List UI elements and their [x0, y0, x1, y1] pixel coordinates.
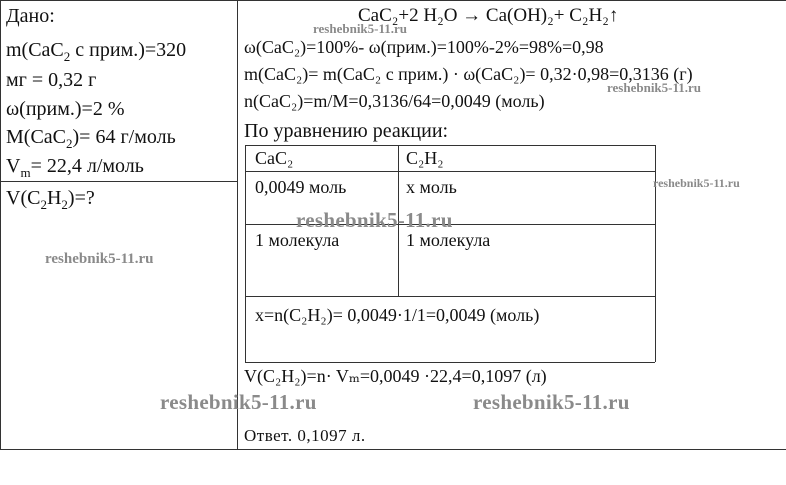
table-left: [245, 145, 246, 362]
mass-calculation: m(CaC₂)= m(CaC₂ с прим.) · ω(CaC₂)= 0,32·0,98=0,3136 (г): [244, 64, 693, 84]
watermark: reshebnik5-11.ru: [607, 80, 702, 95]
given-mass-with-impurity: m(CaC$_2$ с прим.)=320: [6, 39, 187, 64]
answer: Ответ. 0,1097 л.: [244, 426, 366, 445]
frame-bottom: [0, 449, 786, 450]
watermark: reshebnik5-11.ru: [313, 21, 408, 36]
reaction-equation: CaC₂+2 H₂O → Ca(OH)₂+ C₂H₂↑: [358, 5, 619, 26]
table-bottom: [245, 362, 655, 363]
omega-calculation: ω(CaC₂)=100%- ω(прим.)=100%-2%=98%=0,98: [244, 37, 604, 57]
table-cell-c2h2-molecules: 1 молекула: [406, 230, 491, 250]
table-top: [245, 145, 655, 146]
given-mass-value: мг = 0,32 г: [6, 69, 97, 91]
frame-top: [0, 0, 786, 1]
given-impurity-fraction: ω(прим.)=2 %: [6, 98, 125, 120]
table-cell-cac2-molecules: 1 молекула: [255, 230, 340, 250]
table-cell-c2h2-moles: x моль: [406, 177, 457, 197]
table-cell-cac2-moles: 0,0049 моль: [255, 177, 347, 197]
moles-calculation: n(CaC₂)=m/M=0,3136/64=0,0049 (моль): [244, 91, 545, 111]
watermark: reshebnik5-11.ru: [296, 208, 453, 232]
watermark: reshebnik5-11.ru: [160, 390, 317, 414]
table-header-divider: [245, 171, 655, 172]
table-x-divider: [245, 296, 655, 297]
by-equation-label: По уравнению реакции:: [244, 120, 449, 142]
watermark: reshebnik5-11.ru: [473, 390, 630, 414]
watermark: reshebnik5-11.ru: [45, 251, 154, 267]
table-header-cac2: CaC₂: [255, 148, 294, 168]
x-calculation: x=n(C₂H₂)= 0,0049·1/1=0,0049 (моль): [255, 305, 540, 325]
volume-calculation: V(C₂H₂)=n· Vₘ=0,0049 ·22,4=0,1097 (л): [244, 366, 547, 386]
frame-left: [0, 0, 1, 450]
table-header-c2h2: C₂H₂: [406, 148, 444, 168]
given-molar-volume: $V_m= 22,4$ л/моль: [6, 155, 144, 180]
column-divider: [237, 0, 238, 450]
find-volume: $V(C_2H_2)=$?: [6, 187, 95, 212]
watermark: reshebnik5-11.ru: [653, 176, 740, 190]
given-molar-mass: M(CaC$_2$)= 64 г/моль: [6, 126, 176, 151]
given-title: Дано:: [6, 5, 55, 27]
